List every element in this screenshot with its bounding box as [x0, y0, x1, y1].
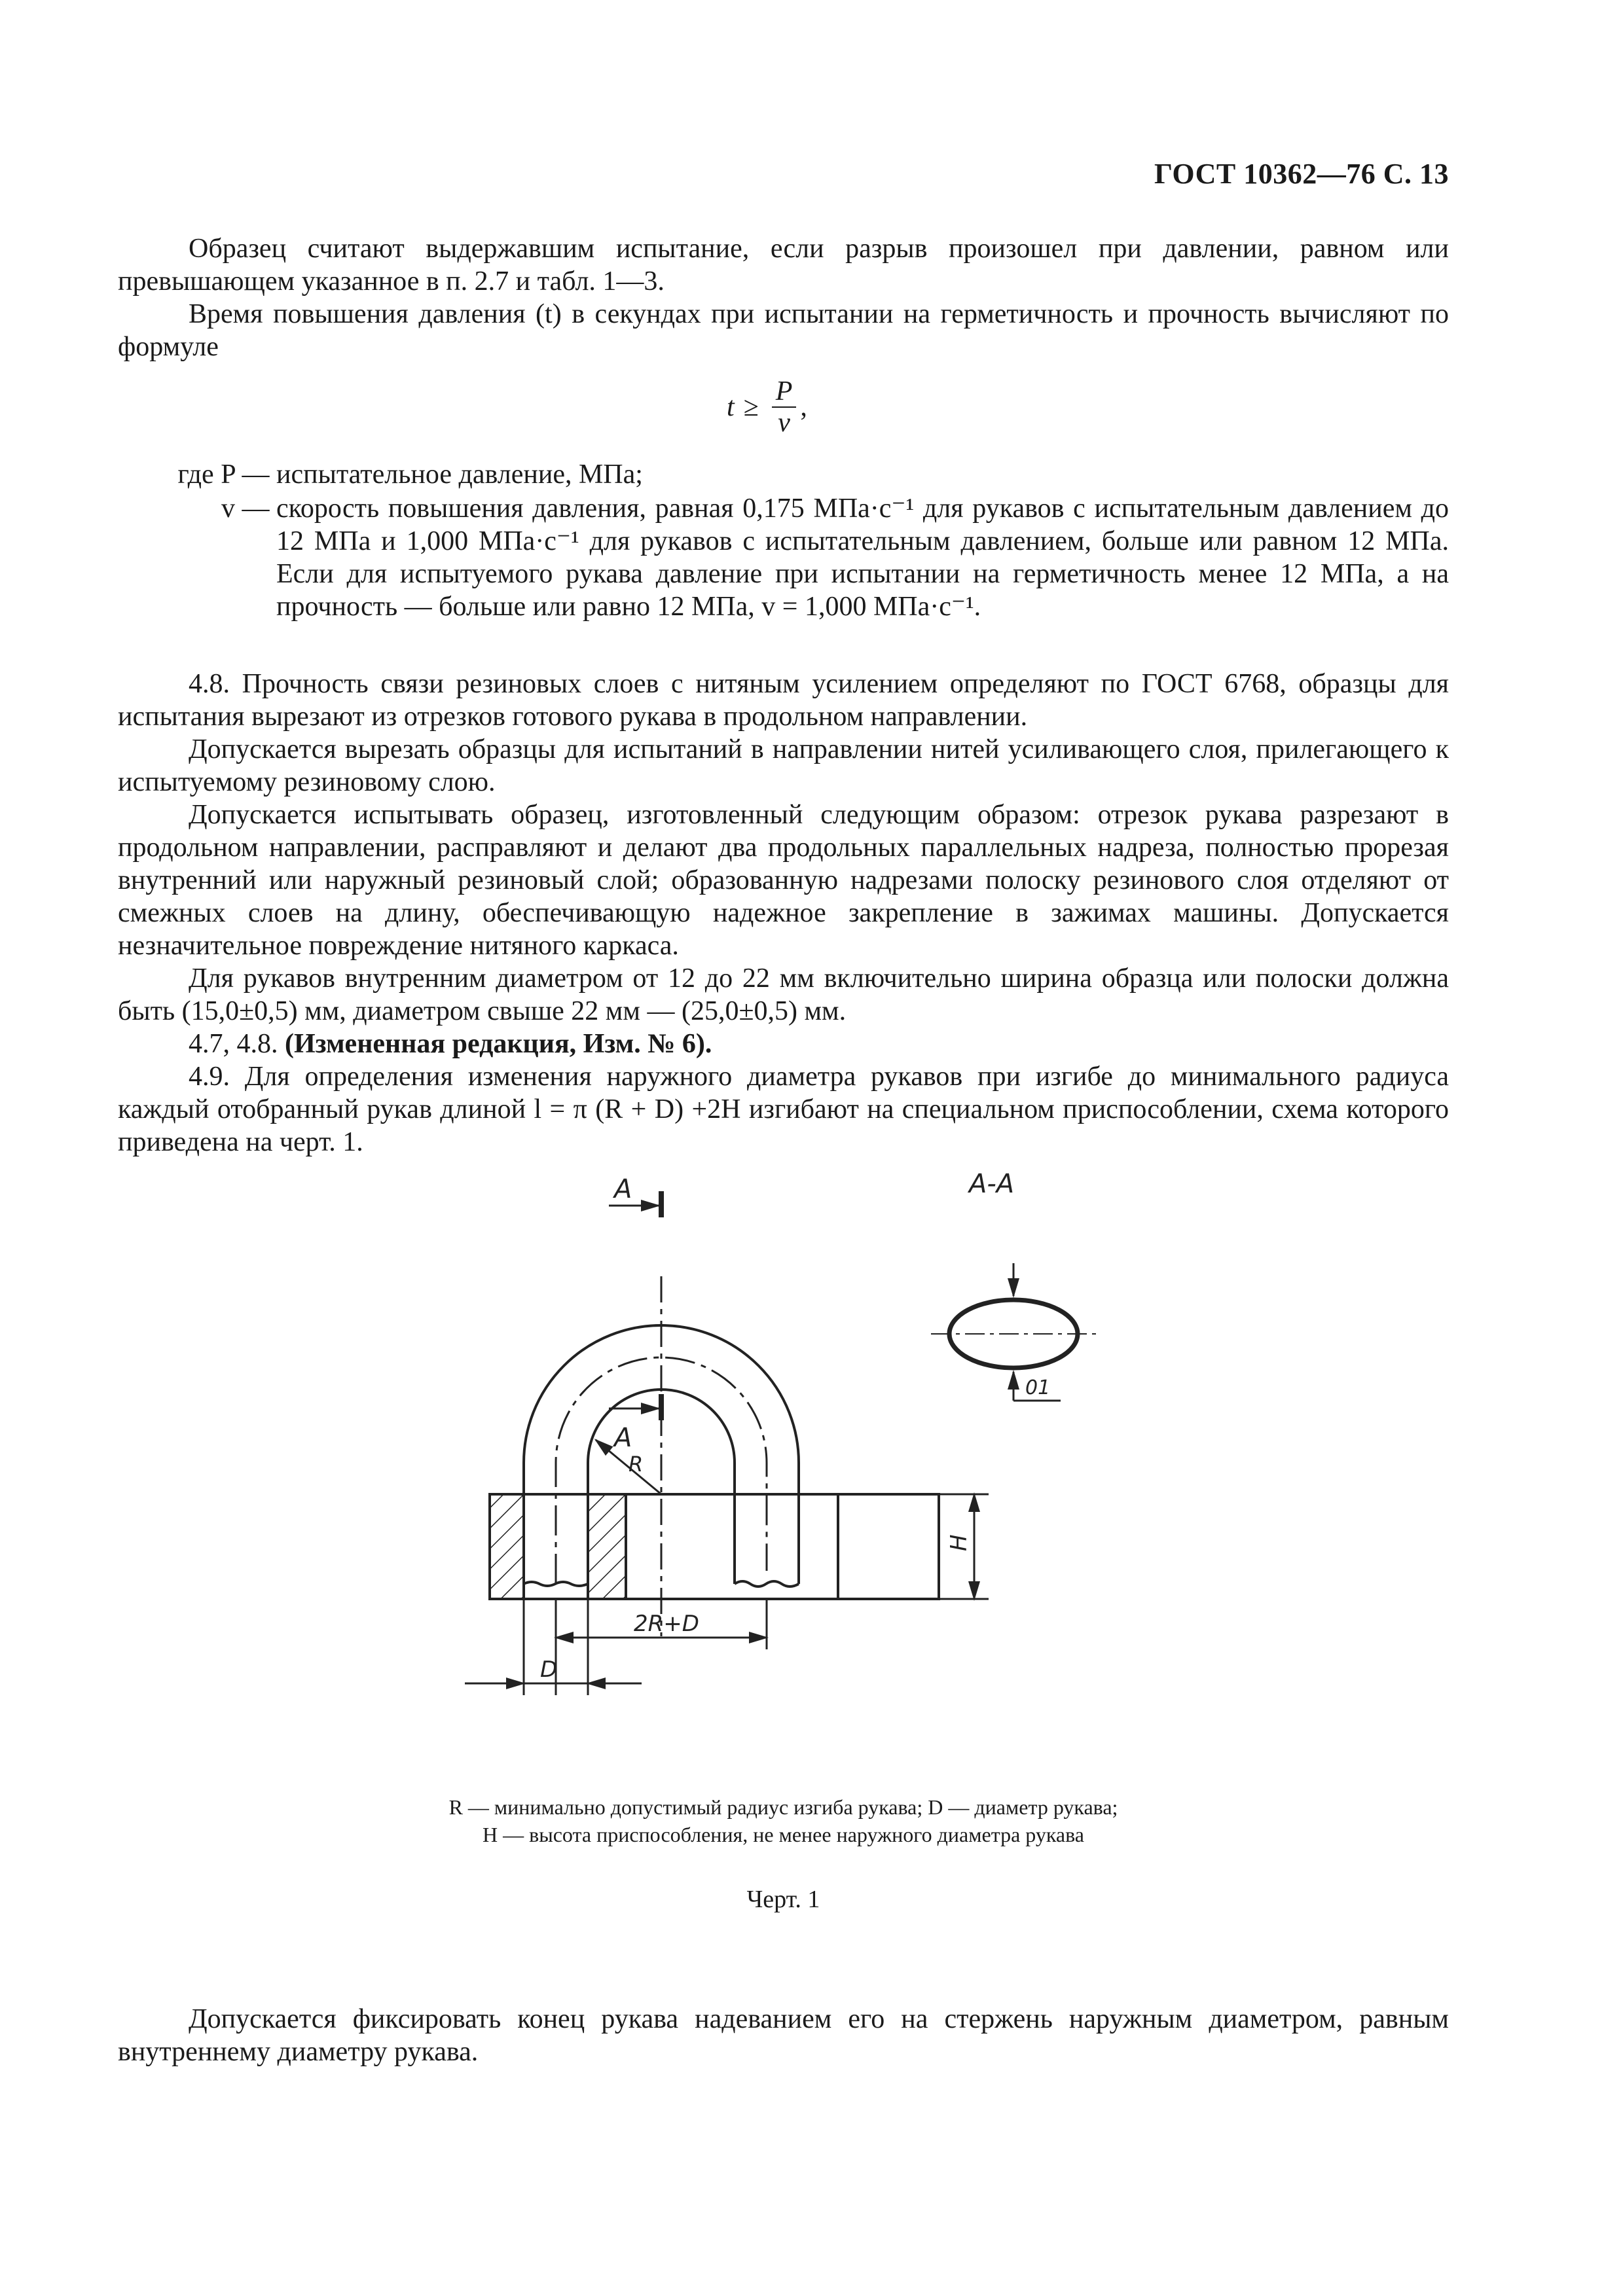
revision-note: (Измененная редакция, Изм. № 6).: [285, 1029, 712, 1059]
where-block: [118, 458, 1449, 623]
formula-lhs: t: [727, 392, 735, 422]
section-label-mid: А: [614, 1423, 632, 1453]
formula-tail: ,: [800, 392, 807, 422]
figure-label: Черт. 1: [746, 1886, 820, 1913]
bending-fixture-diagram: [445, 1165, 1205, 1728]
paragraph-4-9: 4.9. Для определения изменения наружного диаметра рукавов при изгибе до минимального радиуса каждый отобранный рукав длиной l = π (R + D) +2H изгибают на специальном приспособлении, схема которого приведена на черт. 1.: [118, 1062, 1449, 1157]
caption-line-1: R — минимально допустимый радиус изгиба рукава; D — диаметр рукава;: [448, 1795, 1118, 1819]
section-title: А-А: [969, 1169, 1015, 1199]
where-label-v: v —: [221, 493, 276, 524]
hatched-wall-right: [588, 1494, 626, 1599]
intro-text: [118, 232, 1449, 363]
formula: [727, 376, 807, 438]
formula-denominator: v: [778, 408, 790, 438]
revision-number: 4.7, 4.8.: [189, 1029, 285, 1059]
cross-section-ellipse: [931, 1263, 1096, 1401]
label-01: 01: [1025, 1376, 1051, 1399]
paragraph-result: Образец считают выдержавшим испытание, если разрыв произошел при давлении, равном или превышающем указанное в п. 2.7 и табл. 1—3.: [118, 234, 1449, 296]
where-def-p: испытательное давление, МПа;: [276, 459, 643, 490]
page-header: ГОСТ 10362—76 С. 13: [1154, 158, 1449, 190]
paragraph-4-8-b: Допускается вырезать образцы для испытаний в направлении нитей усиливающего слоя, прилегающего к испытуемому резиновому слою.: [118, 734, 1449, 797]
label-D: D: [540, 1657, 558, 1683]
caption-line-2: H — высота приспособления, не менее наружного диаметра рукава: [482, 1823, 1084, 1846]
formula-fraction: [772, 376, 797, 438]
where-row-p: [118, 458, 1449, 491]
final-text: [118, 2003, 1449, 2068]
section-4-8-text: [118, 668, 1449, 1158]
paragraph-4-8-c: Допускается испытывать образец, изготовленный следующим образом: отрезок рукава разрезают в продольном направлении, расправляют и делают два продольных параллельных надреза, полностью прорезая внутренний или наружный резиновый слой; образованную надрезами полоску резинового слоя отделяют от смежных слоев на длину, обеспечивающую надежное закрепление в зажимах машины. Допускается незначительное повреждение нитяного каркаса.: [118, 800, 1449, 961]
where-row-v: [118, 492, 1449, 623]
figure-caption: [118, 1793, 1449, 1848]
paragraph-4-8-d: Для рукавов внутренним диаметром от 12 до 22 мм включительно ширина образца или полоски должна быть (15,0±0,5) мм, диаметром свыше 22 мм — (25,0±0,5) мм.: [118, 963, 1449, 1026]
formula-numerator: P: [772, 376, 797, 408]
hatched-wall-left: [490, 1494, 524, 1599]
paragraph-revision: [118, 1028, 1449, 1060]
label-R: R: [629, 1452, 644, 1477]
where-def-v: скорость повышения давления, равная 0,175 МПа·с⁻¹ для рукавов с испытательным давлением до 12 МПа и 1,000 МПа·с⁻¹ для рукавов с испытательным давлением, больше или равном 12 МПа. Если для испытуемого рукава давление при испытании на герметичность менее 12 МПа, а на прочность — больше или равно 12 МПа, v = 1,000 МПа·с⁻¹.: [276, 493, 1449, 622]
paragraph-4-8: 4.8. Прочность связи резиновых слоев с нитяным усилением определяют по ГОСТ 6768, образцы для испытания вырезают из отрезков готового рукава в продольном направлении.: [118, 669, 1449, 732]
paragraph-pressure-time: Время повышения давления (t) в секундах при испытании на герметичность и прочность вычисляют по формуле: [118, 299, 1449, 362]
where-label-p: где P —: [177, 459, 276, 490]
section-label-top: А: [614, 1174, 632, 1204]
formula-operator: ≥: [743, 392, 759, 422]
paragraph-final: Допускается фиксировать конец рукава надеванием его на стержень наружным диаметром, равным внутреннему диаметру рукава.: [118, 2004, 1449, 2067]
label-2R-D: 2R+D: [634, 1611, 699, 1637]
label-H: H: [946, 1534, 972, 1551]
section-marker-mid: [609, 1394, 661, 1420]
